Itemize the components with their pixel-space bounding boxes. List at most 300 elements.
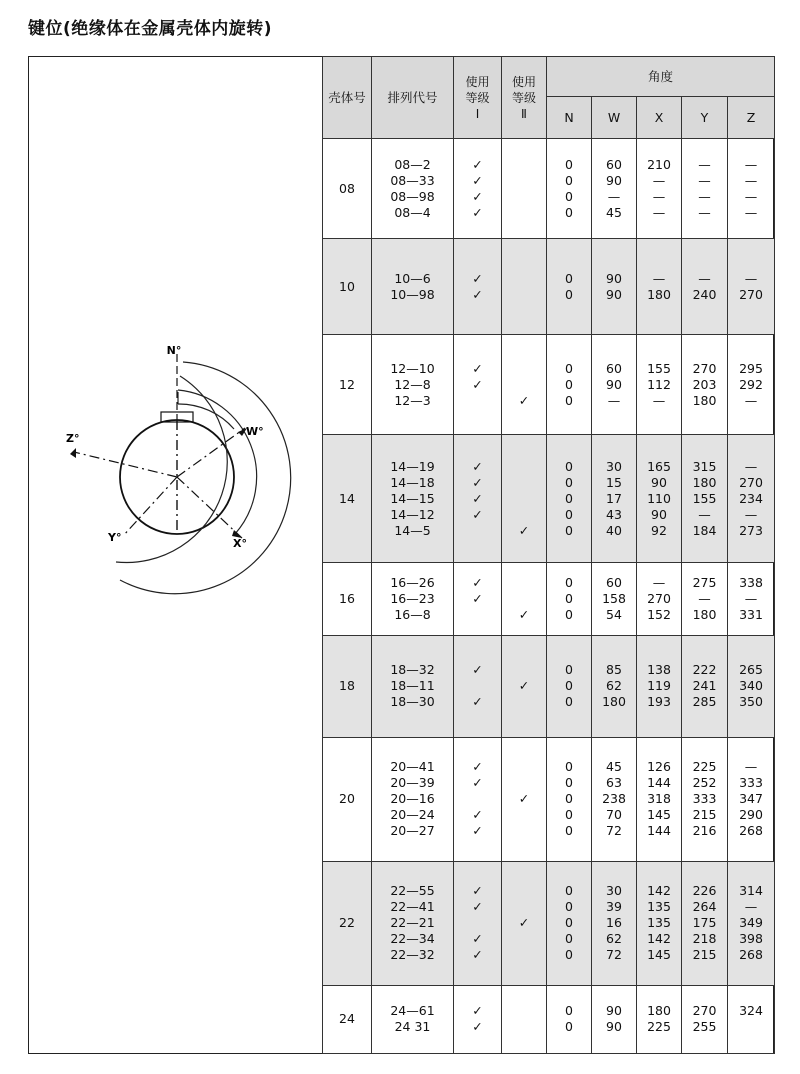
z-list (728, 1003, 774, 1035)
code-cell (372, 435, 454, 563)
table-row (323, 563, 775, 635)
z-value: — (744, 188, 758, 204)
w-cell (592, 563, 637, 635)
z-cell (728, 985, 775, 1053)
w-list (592, 361, 636, 409)
z-value (749, 1019, 753, 1035)
x-list (637, 883, 681, 963)
check-mark (522, 883, 526, 899)
w-value: 90 (606, 286, 622, 302)
n-value: 0 (565, 286, 573, 302)
x-value: 180 (647, 286, 671, 302)
w-cell (592, 239, 637, 335)
w-list (592, 1003, 636, 1035)
n-value: 0 (565, 188, 573, 204)
z-radius (74, 452, 177, 477)
w-value: 62 (606, 931, 622, 947)
code-value: 20—41 (390, 759, 435, 775)
code-value: 20—27 (390, 823, 435, 839)
x-list (637, 157, 681, 221)
y-value: 285 (692, 694, 717, 710)
check-mark (522, 1019, 526, 1035)
g2-cell (502, 635, 547, 737)
w-value: 72 (606, 823, 622, 839)
g2-list (502, 459, 546, 539)
z-value: 290 (739, 807, 763, 823)
header-shell: 壳体号 (323, 57, 372, 139)
n-value: 0 (565, 678, 573, 694)
y-value: 215 (692, 947, 717, 963)
y-value: 155 (692, 490, 717, 506)
shell-cell: 24 (323, 985, 372, 1053)
y-list (682, 662, 727, 710)
keying-table (322, 56, 775, 1054)
y-list (682, 271, 727, 303)
g2-cell (502, 563, 547, 635)
check-mark (522, 694, 526, 710)
table-row (323, 737, 775, 861)
check-mark: ✓ (472, 899, 483, 915)
w-cell (592, 635, 637, 737)
check-mark (522, 1003, 526, 1019)
z-value: — (744, 156, 758, 172)
n-value: 0 (565, 574, 573, 590)
label-n: N° (166, 344, 182, 357)
check-mark: ✓ (472, 188, 483, 204)
w-value: 17 (606, 490, 622, 506)
n-list (547, 157, 591, 221)
g1-list (454, 271, 501, 303)
w-value: 16 (606, 915, 622, 931)
code-value: 16—26 (390, 574, 435, 590)
z-value: 234 (739, 490, 763, 506)
g2-list (502, 271, 546, 303)
w-list (592, 883, 636, 963)
z-list (728, 575, 774, 623)
x-value: 152 (647, 606, 671, 622)
code-value: 20—24 (390, 807, 435, 823)
header-angle-w: W (592, 97, 637, 139)
n-value: 0 (565, 899, 573, 915)
z-value: — (744, 759, 758, 775)
x-cell (637, 239, 682, 335)
check-mark: ✓ (472, 270, 483, 286)
n-value: 0 (565, 791, 573, 807)
z-value: — (744, 590, 758, 606)
header-grade2 (502, 57, 547, 139)
y-value: 270 (692, 360, 717, 376)
x-list (637, 271, 681, 303)
x-value: 144 (647, 775, 671, 791)
header-grade2-line2: 等级 (511, 90, 536, 105)
table-row (323, 635, 775, 737)
code-value: 18—32 (390, 662, 435, 678)
x-value: 142 (647, 931, 671, 947)
x-value: 90 (651, 474, 667, 490)
check-mark: ✓ (472, 204, 483, 220)
z-value: 268 (739, 947, 763, 963)
code-cell (372, 985, 454, 1053)
table-row (323, 335, 775, 435)
z-value: — (744, 204, 758, 220)
g1-cell (454, 737, 502, 861)
code-list (372, 361, 453, 409)
n-value: 0 (565, 172, 573, 188)
n-cell (547, 139, 592, 239)
code-value: 12—3 (394, 392, 431, 408)
x-list (637, 361, 681, 409)
code-cell (372, 563, 454, 635)
w-cell (592, 435, 637, 563)
n-list (547, 361, 591, 409)
w-value: 30 (606, 458, 622, 474)
page-title: 键位(绝缘体在金属壳体内旋转) (28, 19, 273, 39)
header-grade1-line3: Ⅰ (475, 106, 480, 121)
y-value: — (698, 172, 711, 188)
code-value: 16—23 (390, 590, 435, 606)
z-value: 324 (739, 1003, 763, 1019)
header-grade1-line2: 等级 (465, 90, 490, 105)
check-mark: ✓ (518, 606, 530, 622)
header-grade2-line3: Ⅱ (521, 106, 527, 121)
n-value: 0 (565, 883, 573, 899)
y-cell (682, 737, 728, 861)
g2-cell (502, 239, 547, 335)
x-cell (637, 563, 682, 635)
n-value: 0 (565, 360, 573, 376)
n-cell (547, 335, 592, 435)
code-list (372, 459, 453, 539)
x-value: 119 (647, 678, 671, 694)
g1-cell (454, 335, 502, 435)
label-w: W° (246, 425, 264, 438)
x-value: 126 (647, 759, 671, 775)
check-mark: ✓ (472, 1019, 483, 1035)
n-cell (547, 861, 592, 985)
check-mark (476, 915, 480, 931)
z-list (728, 662, 774, 710)
header-angle-z: Z (728, 97, 775, 139)
n-value: 0 (565, 931, 573, 947)
x-value: 193 (647, 694, 671, 710)
n-list (547, 271, 591, 303)
y-list (682, 575, 727, 623)
check-mark: ✓ (472, 172, 483, 188)
code-value: 18—11 (390, 678, 435, 694)
header-angle: 角度 (547, 57, 775, 97)
check-mark: ✓ (472, 286, 483, 302)
g2-list (502, 157, 546, 221)
g2-list (502, 361, 546, 409)
n-cell (547, 635, 592, 737)
shell-cell: 22 (323, 861, 372, 985)
check-mark: ✓ (518, 678, 530, 694)
z-value: 268 (739, 823, 763, 839)
w-value: 60 (606, 156, 622, 172)
code-cell (372, 635, 454, 737)
g2-list (502, 883, 546, 963)
check-mark (522, 947, 526, 963)
z-value: 350 (739, 694, 763, 710)
y-value: 203 (692, 376, 717, 392)
g2-list (502, 759, 546, 839)
n-cell (547, 435, 592, 563)
w-value: 70 (606, 807, 622, 823)
table-row (323, 861, 775, 985)
y-cell (682, 239, 728, 335)
code-value: 10—98 (390, 286, 435, 302)
g1-cell (454, 635, 502, 737)
check-mark (476, 607, 480, 623)
shell-cell: 16 (323, 563, 372, 635)
check-mark (522, 377, 526, 393)
g1-cell (454, 563, 502, 635)
check-mark: ✓ (472, 947, 483, 963)
header-grade1 (454, 57, 502, 139)
shell-cell: 14 (323, 435, 372, 563)
check-mark (522, 189, 526, 205)
y-value: 241 (692, 678, 717, 694)
y-list (682, 1003, 727, 1035)
check-mark (522, 475, 526, 491)
x-value: — (652, 270, 666, 286)
keying-diagram (28, 56, 322, 1054)
check-mark: ✓ (518, 915, 530, 931)
check-mark (522, 287, 526, 303)
code-value: 18—30 (390, 694, 435, 710)
z-cell (728, 737, 775, 861)
x-list (637, 1003, 681, 1035)
g2-list (502, 1003, 546, 1035)
w-value: 15 (606, 474, 622, 490)
n-value: 0 (565, 156, 573, 172)
z-list (728, 157, 774, 221)
w-value: 45 (606, 759, 622, 775)
check-mark (476, 523, 480, 539)
shell-cell: 10 (323, 239, 372, 335)
y-value: 252 (692, 775, 717, 791)
x-value: 318 (647, 791, 671, 807)
check-mark (522, 271, 526, 287)
check-mark: ✓ (472, 360, 483, 376)
code-list (372, 759, 453, 839)
y-value: 180 (692, 606, 717, 622)
check-mark (522, 759, 526, 775)
check-mark: ✓ (472, 931, 483, 947)
n-list (547, 759, 591, 839)
x-value: 270 (647, 590, 671, 606)
n-value: 0 (565, 458, 573, 474)
check-mark: ✓ (472, 759, 483, 775)
check-mark: ✓ (472, 775, 483, 791)
n-value: 0 (565, 823, 573, 839)
x-cell (637, 139, 682, 239)
x-value: 135 (647, 915, 671, 931)
shell-cell: 20 (323, 737, 372, 861)
y-value: 225 (692, 759, 717, 775)
w-list (592, 759, 636, 839)
g2-cell (502, 985, 547, 1053)
y-value: 333 (692, 791, 717, 807)
w-list (592, 157, 636, 221)
y-value: 226 (692, 883, 717, 899)
z-value: 333 (739, 775, 763, 791)
x-value: 135 (647, 899, 671, 915)
y-value: — (698, 506, 711, 522)
z-list (728, 271, 774, 303)
n-list (547, 883, 591, 963)
n-value: 0 (565, 376, 573, 392)
check-mark: ✓ (472, 662, 483, 678)
x-value: 145 (647, 947, 671, 963)
y-value: 255 (692, 1019, 717, 1035)
y-value: 218 (692, 931, 717, 947)
g1-cell (454, 139, 502, 239)
check-mark (522, 173, 526, 189)
code-value: 14—19 (390, 458, 435, 474)
w-value: — (607, 188, 621, 204)
code-list (372, 883, 453, 963)
code-value: 12—10 (390, 360, 435, 376)
z-list (728, 361, 774, 409)
n-value: 0 (565, 270, 573, 286)
check-mark (522, 491, 526, 507)
z-cell (728, 861, 775, 985)
code-value: 08—4 (394, 204, 431, 220)
code-cell (372, 335, 454, 435)
y-list (682, 157, 727, 221)
n-value: 0 (565, 392, 573, 408)
z-cell (728, 635, 775, 737)
code-list (372, 662, 453, 710)
code-value: 24 31 (394, 1019, 431, 1035)
w-cell (592, 861, 637, 985)
w-cell (592, 737, 637, 861)
check-mark: ✓ (472, 807, 483, 823)
w-value: 54 (606, 606, 622, 622)
y-list (682, 361, 727, 409)
z-value: 314 (739, 883, 763, 899)
n-value: 0 (565, 947, 573, 963)
y-cell (682, 139, 728, 239)
code-cell (372, 139, 454, 239)
w-list (592, 575, 636, 623)
x-cell (637, 737, 682, 861)
x-cell (637, 335, 682, 435)
header-angle-y: Y (682, 97, 728, 139)
x-value: — (652, 172, 666, 188)
g2-cell (502, 435, 547, 563)
n-value: 0 (565, 694, 573, 710)
z-cell (728, 239, 775, 335)
code-value: 22—41 (390, 899, 435, 915)
x-radius (177, 477, 242, 538)
x-value: 155 (647, 360, 671, 376)
table-row (323, 239, 775, 335)
x-value: 112 (647, 376, 671, 392)
g2-list (502, 662, 546, 710)
table-row (323, 139, 775, 239)
check-mark: ✓ (518, 392, 530, 408)
g1-list (454, 1003, 501, 1035)
n-value: 0 (565, 590, 573, 606)
w-cell (592, 139, 637, 239)
n-value: 0 (565, 807, 573, 823)
z-value: — (744, 458, 758, 474)
z-value: — (744, 172, 758, 188)
w-value: 30 (606, 883, 622, 899)
check-mark (476, 791, 480, 807)
z-list (728, 759, 774, 839)
code-list (372, 1003, 453, 1035)
header-grade1-line1: 使用 (465, 74, 490, 89)
x-value: 92 (651, 522, 667, 538)
g1-cell (454, 861, 502, 985)
w-cell (592, 335, 637, 435)
check-mark: ✓ (472, 823, 483, 839)
x-value: 145 (647, 807, 671, 823)
n-value: 0 (565, 490, 573, 506)
y-cell (682, 563, 728, 635)
check-mark: ✓ (518, 791, 530, 807)
z-list (728, 459, 774, 539)
z-list (728, 883, 774, 963)
check-mark: ✓ (472, 458, 483, 474)
y-cell (682, 335, 728, 435)
check-mark: ✓ (472, 506, 483, 522)
x-list (637, 459, 681, 539)
code-cell (372, 239, 454, 335)
code-list (372, 157, 453, 221)
check-mark (522, 361, 526, 377)
y-value: 222 (692, 662, 717, 678)
w-cell (592, 985, 637, 1053)
code-value: 12—8 (394, 376, 431, 392)
check-mark: ✓ (472, 1003, 483, 1019)
z-value: — (744, 506, 758, 522)
n-cell (547, 239, 592, 335)
code-value: 10—6 (394, 270, 431, 286)
check-mark (522, 205, 526, 221)
x-value: — (652, 574, 666, 590)
check-mark (522, 157, 526, 173)
w-value: 60 (606, 574, 622, 590)
shell-cell: 18 (323, 635, 372, 737)
g1-cell (454, 239, 502, 335)
z-value: — (744, 270, 758, 286)
code-cell (372, 737, 454, 861)
z-value: 349 (739, 915, 763, 931)
x-list (637, 575, 681, 623)
check-mark (522, 459, 526, 475)
z-value: 292 (739, 376, 763, 392)
g1-list (454, 575, 501, 623)
z-value: 331 (739, 606, 763, 622)
check-mark: ✓ (472, 474, 483, 490)
n-list (547, 662, 591, 710)
w-value: 238 (602, 791, 626, 807)
g1-list (454, 759, 501, 839)
z-cell (728, 139, 775, 239)
arc-w (178, 404, 234, 429)
x-list (637, 662, 681, 710)
rotation-diagram-svg (28, 56, 322, 1054)
y-cell (682, 635, 728, 737)
check-mark: ✓ (518, 522, 530, 538)
y-value: 315 (692, 458, 717, 474)
w-value: 63 (606, 775, 622, 791)
x-value: 90 (651, 506, 667, 522)
